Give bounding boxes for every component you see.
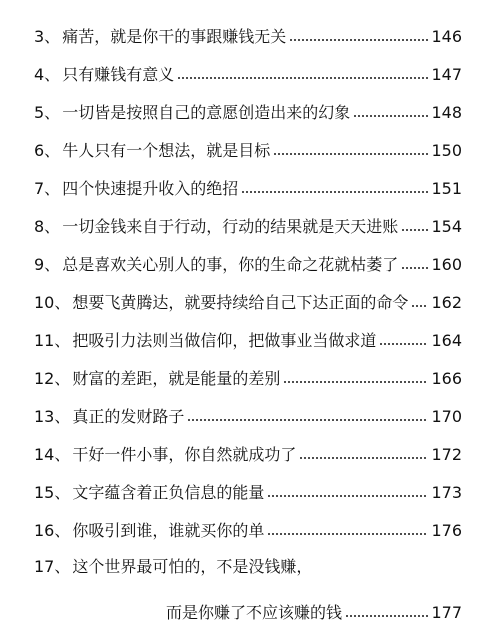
entry-page-number: 172 (431, 445, 462, 464)
entry-page-number: 177 (431, 603, 462, 622)
toc-entry (34, 18, 462, 48)
entry-page-number: 173 (431, 483, 462, 502)
dot-leader (401, 265, 428, 271)
toc-entry (34, 208, 462, 238)
toc-entry (34, 512, 462, 542)
entry-page-number: 147 (431, 65, 462, 84)
toc-entry (34, 284, 462, 314)
entry-number: 10、 (34, 293, 71, 312)
dot-leader (177, 75, 428, 81)
entry-number: 5、 (34, 103, 61, 122)
entry-page-number: 150 (431, 141, 462, 160)
entry-title-line1: 这个世界最可怕的，不是没钱赚， (72, 557, 313, 576)
entry-number: 9、 (34, 255, 61, 274)
entry-number: 11、 (34, 331, 71, 350)
toc-entry (34, 56, 462, 86)
dot-leader (267, 493, 428, 499)
entry-page-number: 154 (431, 217, 462, 236)
toc-entry (34, 474, 462, 504)
entry-title: 财富的差距，就是能量的差别 (72, 369, 281, 388)
entry-number: 3、 (34, 27, 61, 46)
toc-entry (34, 94, 462, 124)
dot-leader (411, 303, 428, 309)
entry-number: 8、 (34, 217, 61, 236)
entry-page-number: 160 (431, 255, 462, 274)
entry-title: 痛苦，就是你干的事跟赚钱无关 (62, 27, 287, 46)
toc-entry-multiline (34, 556, 312, 578)
entry-title: 一切皆是按照自己的意愿创造出来的幻象 (62, 103, 351, 122)
toc-entry (34, 322, 462, 352)
entry-page-number: 164 (431, 331, 462, 350)
entry-title: 文字蕴含着正负信息的能量 (72, 483, 265, 502)
entry-title: 干好一件小事，你自然就成功了 (72, 445, 297, 464)
entry-number: 16、 (34, 521, 71, 540)
entry-page-number: 176 (431, 521, 462, 540)
entry-page-number: 166 (431, 369, 462, 388)
entry-title: 想要飞黄腾达，就要持续给自己下达正面的命令 (72, 293, 409, 312)
entry-title-line2: 而是你赚了不应该赚的钱 (166, 603, 343, 622)
entry-number: 4、 (34, 65, 61, 84)
entry-title: 你吸引到谁，谁就买你的单 (72, 521, 265, 540)
toc-entry-continuation (164, 594, 462, 624)
entry-title: 牛人只有一个想法，就是目标 (62, 141, 271, 160)
entry-title: 一切金钱来自于行动，行动的结果就是天天进账 (62, 217, 399, 236)
dot-leader (283, 379, 428, 385)
entry-title: 真正的发财路子 (72, 407, 185, 426)
toc-entry (34, 436, 462, 466)
entry-number: 12、 (34, 369, 71, 388)
dot-leader (267, 531, 428, 537)
dot-leader (345, 613, 428, 619)
dot-leader (241, 189, 428, 195)
entry-title: 把吸引力法则当做信仰，把做事业当做求道 (72, 331, 377, 350)
toc-entry (34, 360, 462, 390)
entry-number: 15、 (34, 483, 71, 502)
entry-number: 7、 (34, 179, 61, 198)
dot-leader (289, 37, 428, 43)
entry-page-number: 148 (431, 103, 462, 122)
toc-entry (34, 398, 462, 428)
dot-leader (401, 227, 428, 233)
dot-leader (353, 113, 428, 119)
entry-title: 只有赚钱有意义 (62, 65, 175, 84)
toc-entry (34, 132, 462, 162)
entry-title: 四个快速提升收入的绝招 (62, 179, 239, 198)
entry-page-number: 151 (431, 179, 462, 198)
entry-page-number: 162 (431, 293, 462, 312)
dot-leader (299, 455, 428, 461)
entry-page-number: 146 (431, 27, 462, 46)
entry-number: 14、 (34, 445, 71, 464)
entry-title: 总是喜欢关心别人的事，你的生命之花就枯萎了 (62, 255, 399, 274)
toc-entry (34, 170, 462, 200)
toc-entry (34, 246, 462, 276)
dot-leader (379, 341, 428, 347)
entry-number: 6、 (34, 141, 61, 160)
entry-page-number: 170 (431, 407, 462, 426)
dot-leader (187, 417, 428, 423)
entry-number: 13、 (34, 407, 71, 426)
dot-leader (273, 151, 428, 157)
entry-number: 17、 (34, 557, 71, 576)
